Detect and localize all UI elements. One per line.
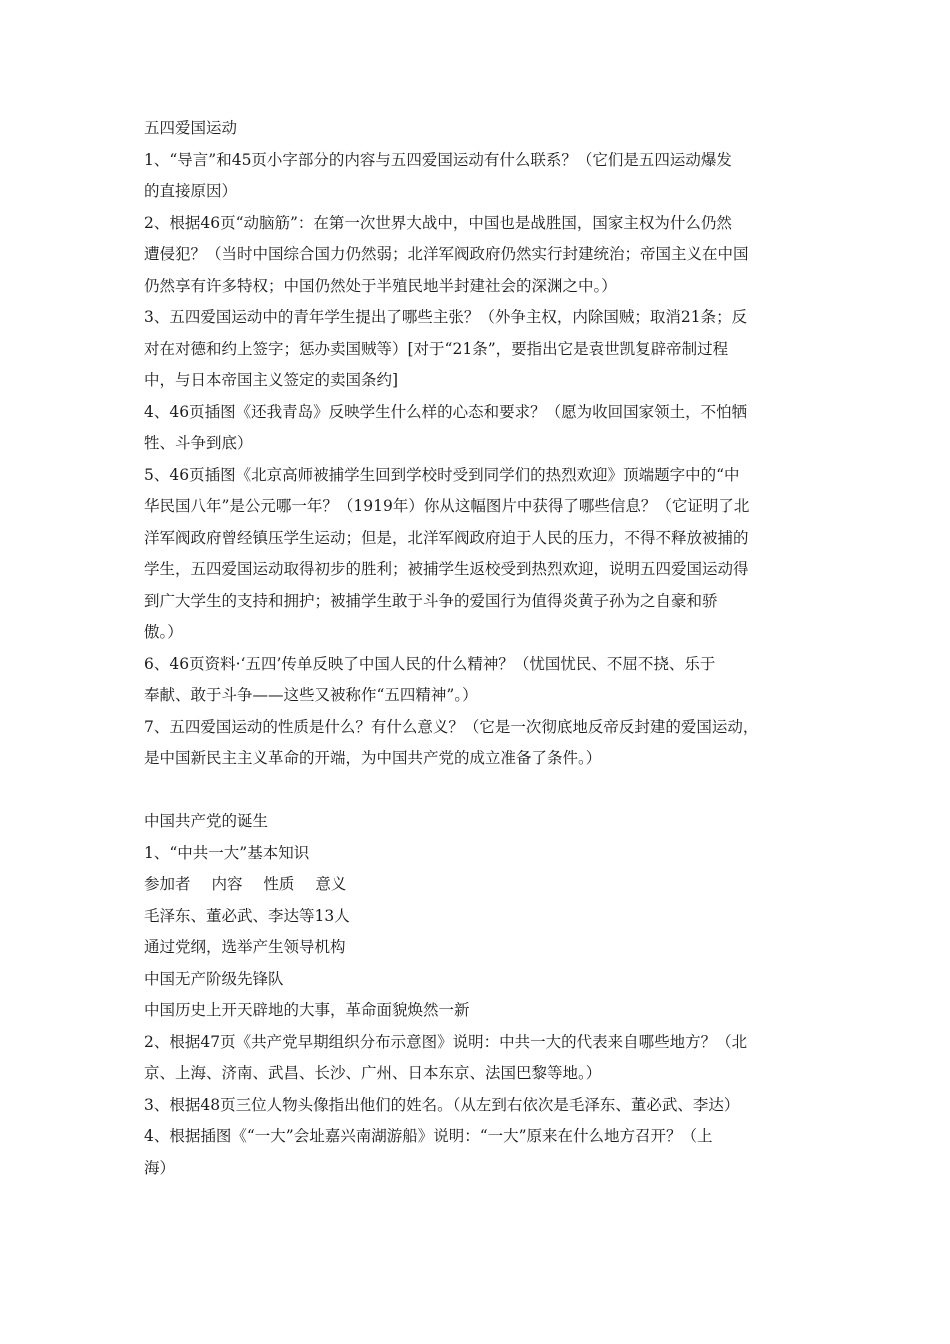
question-line: 1、“中共一大”基本知识 [144, 843, 310, 862]
paragraph-line: 牲、斗争到底） [144, 434, 253, 452]
table-value-line: 中国无产阶级先锋队 [144, 969, 284, 988]
table-header-cell: 内容 [211, 875, 243, 893]
section-title-cpc-founding: 中国共产党的诞生 [144, 812, 269, 830]
paragraph-line: 傲。） [144, 623, 183, 641]
paragraph-line: 奉献、敢于斗争——这些又被称作“五四精神”。） [144, 686, 478, 704]
section-spacer [144, 775, 804, 807]
table-header-cell: 性质 [263, 875, 295, 893]
paragraph-line: 2、根据47页《共产党早期组织分布示意图》说明：中共一大的代表来自哪些地方？（北 [144, 1032, 748, 1051]
paragraph-line: 3、根据48页三位人物头像指出他们的姓名。（从左到右依次是毛泽东、董必武、李达） [144, 1095, 740, 1114]
paragraph-line: 4、46页插图《还我青岛》反映学生什么样的心态和要求？（愿为收回国家领土，不怕牺 [144, 402, 748, 421]
paragraph-line: 华民国八年”是公元哪一年？（1919年）你从这幅图片中获得了哪些信息？（它证明了北 [144, 497, 750, 515]
paragraph-line: 学生，五四爱国运动取得初步的胜利；被捕学生返校受到热烈欢迎，说明五四爱国运动得 [144, 560, 749, 578]
paragraph-line: 中，与日本帝国主义签定的卖国条约] [144, 371, 399, 389]
paragraph-line: 5、46页插图《北京高师被捕学生回到学校时受到同学们的热烈欢迎》顶端题字中的“中 [144, 465, 740, 484]
table-header-row [144, 869, 804, 901]
paragraph-line: 3、五四爱国运动中的青年学生提出了哪些主张？（外争主权，内除国贼；取消21条；反 [144, 308, 748, 326]
document-page [144, 113, 804, 1184]
table-value-line: 通过党纲，选举产生领导机构 [144, 938, 346, 956]
table-header-cell: 参加者 [144, 875, 191, 893]
paragraph-line: 6、46页资料·‘五四’传单反映了中国人民的什么精神？（忧国忧民、不屈不挠、乐于 [144, 654, 716, 673]
paragraph-line: 7、五四爱国运动的性质是什么？有什么意义？（它是一次彻底地反帝反封建的爱国运动， [144, 717, 759, 736]
paragraph-line: 1、“导言”和45页小字部分的内容与五四爱国运动有什么联系？（它们是五四运动爆发 [144, 150, 732, 169]
paragraph-line: 对在对德和约上签字；惩办卖国贼等）[对于“21条”，要指出它是袁世凯复辟帝制过程 [144, 339, 729, 358]
section-title-may-fourth: 五四爱国运动 [144, 119, 238, 137]
table-header-cell: 意义 [315, 875, 347, 893]
paragraph-line: 海） [144, 1158, 176, 1177]
paragraph-line: 4、根据插图《“一大”会址嘉兴南湖游船》说明：“一大”原来在什么地方召开？（上 [144, 1127, 713, 1145]
paragraph-line: 到广大学生的支持和拥护；被捕学生敢于斗争的爱国行为值得炎黄子孙为之自豪和骄 [144, 591, 718, 610]
paragraph-line: 2、根据46页“动脑筋”：在第一次世界大战中，中国也是战胜国，国家主权为什么仍然 [144, 213, 732, 232]
paragraph-line: 的直接原因） [144, 182, 238, 200]
paragraph-line: 洋军阀政府曾经镇压学生运动；但是，北洋军阀政府迫于人民的压力，不得不释放被捕的 [144, 528, 749, 547]
table-value-line: 毛泽东、董必武、李达等13人 [144, 906, 350, 925]
paragraph-line: 京、上海、济南、武昌、长沙、广州、日本东京、法国巴黎等地。） [144, 1064, 602, 1082]
paragraph-line: 是中国新民主主义革命的开端，为中国共产党的成立准备了条件。） [144, 749, 602, 767]
paragraph-line: 仍然享有许多特权；中国仍然处于半殖民地半封建社会的深渊之中。） [144, 276, 617, 295]
paragraph-line: 遭侵犯？（当时中国综合国力仍然弱；北洋军阀政府仍然实行封建统治；帝国主义在中国 [144, 245, 749, 263]
table-value-line: 中国历史上开天辟地的大事，革命面貌焕然一新 [144, 1001, 470, 1019]
